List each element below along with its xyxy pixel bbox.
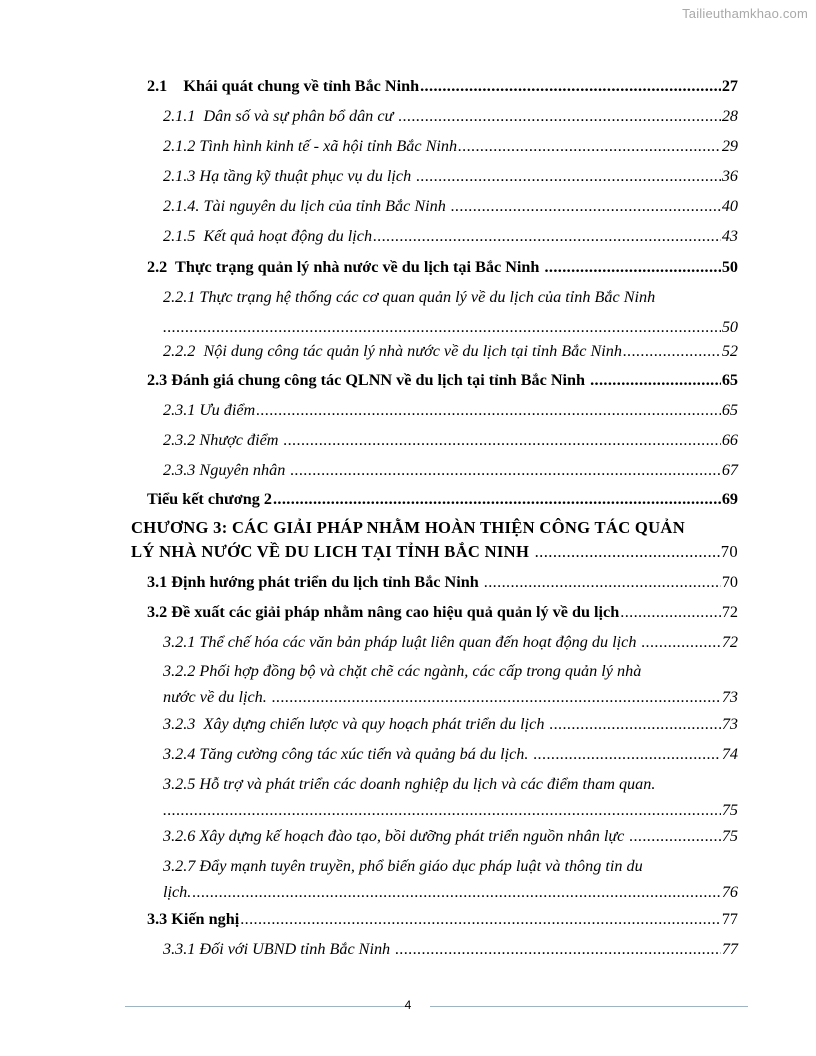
toc-page-number: 70 bbox=[720, 542, 738, 561]
toc-page-number: 28 bbox=[721, 107, 738, 125]
toc-page-number: 74 bbox=[721, 745, 738, 763]
toc-entry-title: 2.1 Khái quát chung về tỉnh Bắc Ninh bbox=[147, 77, 420, 95]
toc-entry-2-3[interactable] bbox=[147, 370, 738, 390]
toc-entry-title-line2: nước về du lịch. bbox=[163, 688, 271, 706]
toc-entry-2-1-4[interactable] bbox=[163, 196, 738, 216]
toc-entry-2-2-1[interactable] bbox=[163, 287, 738, 337]
toc-page-number: 72 bbox=[721, 603, 738, 621]
toc-entry-3-2[interactable] bbox=[147, 602, 738, 622]
toc-entry-title: 3.3 Kiến nghị bbox=[147, 910, 240, 928]
toc-page-number: 75 bbox=[721, 801, 738, 819]
toc-page-number: 40 bbox=[721, 197, 738, 215]
toc-entry-3-2-5[interactable] bbox=[163, 774, 738, 820]
toc-entry-title: 2.1.5 Kết quả hoạt động du lịch bbox=[163, 227, 373, 245]
toc-entry-title: 2.2.1 Thực trạng hệ thống các cơ quan quản lý về du lịch của tỉnh Bắc Ninh bbox=[163, 288, 656, 306]
toc-entry-title: 3.1 Định hướng phát triển du lịch tỉnh Bắc Ninh bbox=[147, 573, 483, 591]
toc-entry-title: 3.2.5 Hỗ trợ và phát triển các doanh nghiệp du lịch và các điểm tham quan. bbox=[163, 775, 656, 793]
toc-entry-tieu-ket-chuong-2[interactable] bbox=[147, 489, 738, 509]
watermark: Tailieuthamkhao.com bbox=[682, 6, 808, 21]
toc-page-number: 77 bbox=[721, 940, 738, 958]
toc-page-number: 77 bbox=[721, 910, 738, 928]
toc-entry-2-1-3[interactable] bbox=[163, 166, 738, 186]
toc-page-number: 52 bbox=[721, 342, 738, 360]
toc-entry-title: 3.2.1 Thể chế hóa các văn bản pháp luật liên quan đến hoạt động du lịch bbox=[163, 633, 641, 651]
toc-entry-title: 2.1.2 Tình hình kinh tế - xã hội tỉnh Bắc Ninh bbox=[163, 137, 458, 155]
toc-entry-3-2-6[interactable] bbox=[163, 826, 738, 846]
toc-entry-2-3-2[interactable] bbox=[163, 430, 738, 450]
toc-entry-title: 2.3 Đánh giá chung công tác QLNN về du lịch tại tỉnh Bắc Ninh bbox=[147, 371, 590, 389]
toc-page-number: 73 bbox=[721, 688, 738, 706]
toc-page-number: 65 bbox=[721, 371, 738, 389]
toc-page-number: 76 bbox=[721, 883, 738, 901]
toc-page-number: 75 bbox=[721, 827, 738, 845]
toc-entry-title: 2.2 Thực trạng quản lý nhà nước về du lịch tại Bắc Ninh bbox=[147, 258, 544, 276]
toc-entry-3-3-1[interactable] bbox=[163, 939, 738, 959]
toc-page-number: 50 bbox=[721, 258, 738, 276]
toc-page-number: 69 bbox=[721, 490, 738, 508]
toc-entry-title: Tiểu kết chương 2 bbox=[147, 490, 272, 508]
toc-entry-3-2-4[interactable] bbox=[163, 744, 738, 764]
toc-entry-3-2-3[interactable] bbox=[163, 714, 738, 734]
page-number: 4 bbox=[404, 998, 412, 1012]
toc-entry-title: 2.1.4. Tài nguyên du lịch của tỉnh Bắc Ninh bbox=[163, 197, 450, 215]
toc-entry-title: 2.3.2 Nhược điểm bbox=[163, 431, 283, 449]
toc-entry-2-3-3[interactable] bbox=[163, 460, 738, 480]
toc-page-number: 67 bbox=[721, 461, 738, 479]
toc-entry-2-1[interactable] bbox=[147, 76, 738, 96]
toc-entry-title: 3.2.6 Xây dựng kế hoạch đào tạo, bồi dưỡng phát triển nguồn nhân lực bbox=[163, 827, 629, 845]
toc-entry-chuong-3[interactable] bbox=[131, 518, 738, 562]
toc-page-number: 65 bbox=[721, 401, 738, 419]
toc-entry-title: 2.3.1 Ưu điểm bbox=[163, 401, 256, 419]
toc-entry-3-2-1[interactable] bbox=[163, 632, 738, 652]
toc-entry-2-1-1[interactable] bbox=[163, 106, 738, 126]
toc-entry-title: 2.3.3 Nguyên nhân bbox=[163, 461, 290, 479]
toc-entry-2-1-2[interactable] bbox=[163, 136, 738, 156]
toc-entry-title: 3.2 Đề xuất các giải pháp nhằm nâng cao hiệu quả quản lý về du lịch bbox=[147, 603, 620, 621]
toc-entry-3-2-7[interactable] bbox=[163, 856, 738, 902]
toc-page-number: 43 bbox=[721, 227, 738, 245]
toc-entry-3-3[interactable] bbox=[147, 909, 738, 929]
toc-entry-2-2[interactable] bbox=[147, 257, 738, 277]
toc-entry-3-1[interactable] bbox=[147, 572, 738, 592]
toc-entry-title-line2: lịch. bbox=[163, 883, 192, 901]
toc-entry-title: 3.2.3 Xây dựng chiến lược và quy hoạch phát triển du lịch bbox=[163, 715, 549, 733]
toc-page-number: 73 bbox=[721, 715, 738, 733]
toc-entry-3-2-2[interactable] bbox=[163, 661, 738, 707]
toc-entry-title-line1: CHƯƠNG 3: CÁC GIẢI PHÁP NHẰM HOÀN THIỆN CÔNG TÁC QUẢN bbox=[131, 518, 685, 537]
toc-entry-title: 2.1.3 Hạ tầng kỹ thuật phục vụ du lịch bbox=[163, 167, 416, 185]
toc-entry-title-line1: 3.2.2 Phối hợp đồng bộ và chặt chẽ các ngành, các cấp trong quản lý nhà bbox=[163, 662, 642, 680]
toc-page-number: 72 bbox=[721, 633, 738, 651]
toc-entry-title: 3.2.4 Tăng cường công tác xúc tiến và quảng bá du lịch. bbox=[163, 745, 533, 763]
toc-page-number: 66 bbox=[721, 431, 738, 449]
toc-entry-title: 2.1.1 Dân số và sự phân bổ dân cư bbox=[163, 107, 398, 125]
toc-page-number: 70 bbox=[721, 573, 738, 591]
toc-entry-title-line2: LÝ NHÀ NƯỚC VỀ DU LICH TẠI TỈNH BẮC NINH bbox=[131, 542, 534, 561]
toc-entry-2-3-1[interactable] bbox=[163, 400, 738, 420]
toc-page-number: 50 bbox=[721, 318, 738, 336]
toc-page-number: 29 bbox=[721, 137, 738, 155]
toc-entry-2-2-2[interactable] bbox=[163, 341, 738, 361]
toc-entry-title: 3.3.1 Đối với UBND tỉnh Bắc Ninh bbox=[163, 940, 395, 958]
toc-entry-title: 2.2.2 Nội dung công tác quản lý nhà nước về du lịch tại tỉnh Bắc Ninh bbox=[163, 342, 622, 360]
toc-entry-title-line1: 3.2.7 Đẩy mạnh tuyên truyền, phổ biến giáo dục pháp luật và thông tin du bbox=[163, 857, 643, 875]
toc-page-number: 36 bbox=[721, 167, 738, 185]
toc-entry-2-1-5[interactable] bbox=[163, 226, 738, 246]
toc-page-number: 27 bbox=[721, 77, 738, 95]
